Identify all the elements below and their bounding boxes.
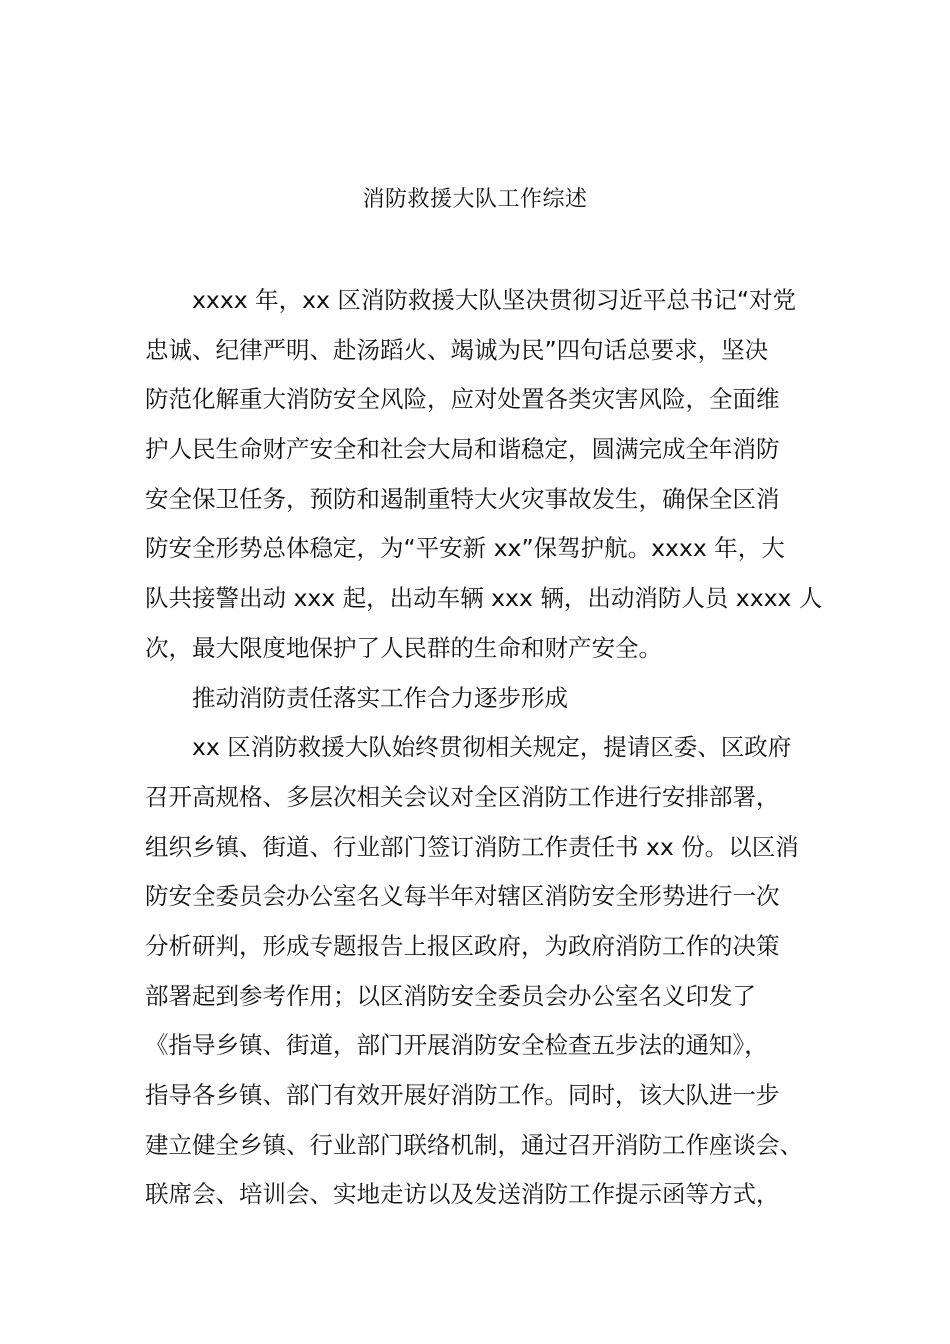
body-line-7: 队共接警出动 xxx 起，出动车辆 xxx 辆，出动消防人员 xxxx 人: [145, 584, 823, 613]
body-line-17: 指导各乡镇、部门有效开展好消防工作。同时，该大队进一步: [145, 1081, 780, 1109]
body-line-16: 《指导乡镇、街道，部门开展消防安全检查五步法的通知》，: [145, 1031, 768, 1060]
body-line-5: 安全保卫任务，预防和遏制重特大火灾事故发生，确保全区消: [145, 484, 780, 513]
body-line-12: 组织乡镇、街道、行业部门签订消防工作责任书 xx 份。以区消: [145, 832, 799, 861]
body-line-14: 分析研判，形成专题报告上报区政府，为政府消防工作的决策: [145, 931, 780, 960]
body-line-4: 护人民生命财产安全和社会大局和谐稳定，圆满完成全年消防: [145, 435, 780, 464]
body-line-8: 次，最大限度地保护了人民群的生命和财产安全。: [145, 633, 662, 662]
body-line-6: 防安全形势总体稳定，为“平安新 xx”保驾护航。xxxx 年，大: [145, 534, 785, 563]
body-line-13: 防安全委员会办公室名义每半年对辖区消防安全形势进行一次: [145, 882, 780, 911]
body-line-1: xxxx 年，xx 区消防救援大队坚决贯彻习近平总书记“对党: [192, 286, 797, 314]
body-line-2: 忠诚、纪律严明、赴汤蹈火、竭诚为民”四句话总要求，坚决: [145, 335, 769, 364]
body-line-10: xx 区消防救援大队始终贯彻相关规定，提请区委、区政府: [192, 733, 792, 762]
body-line-3: 防范化解重大消防安全风险，应对处置各类灾害风险，全面维: [145, 385, 780, 414]
document-body: [145, 276, 825, 1220]
body-line-11: 召开高规格、多层次相关会议对全区消防工作进行安排部署，: [145, 782, 780, 811]
body-line-19: 联席会、培训会、实地走访以及发送消防工作提示函等方式，: [145, 1180, 780, 1209]
body-line-18: 建立健全乡镇、行业部门联络机制，通过召开消防工作座谈会、: [145, 1130, 803, 1159]
body-line-15: 部署起到参考作用；以区消防安全委员会办公室名义印发了: [145, 981, 756, 1010]
section-heading: 推动消防责任落实工作合力逐步形成: [192, 683, 568, 712]
document-title: 消防救援大队工作综述: [362, 187, 588, 212]
